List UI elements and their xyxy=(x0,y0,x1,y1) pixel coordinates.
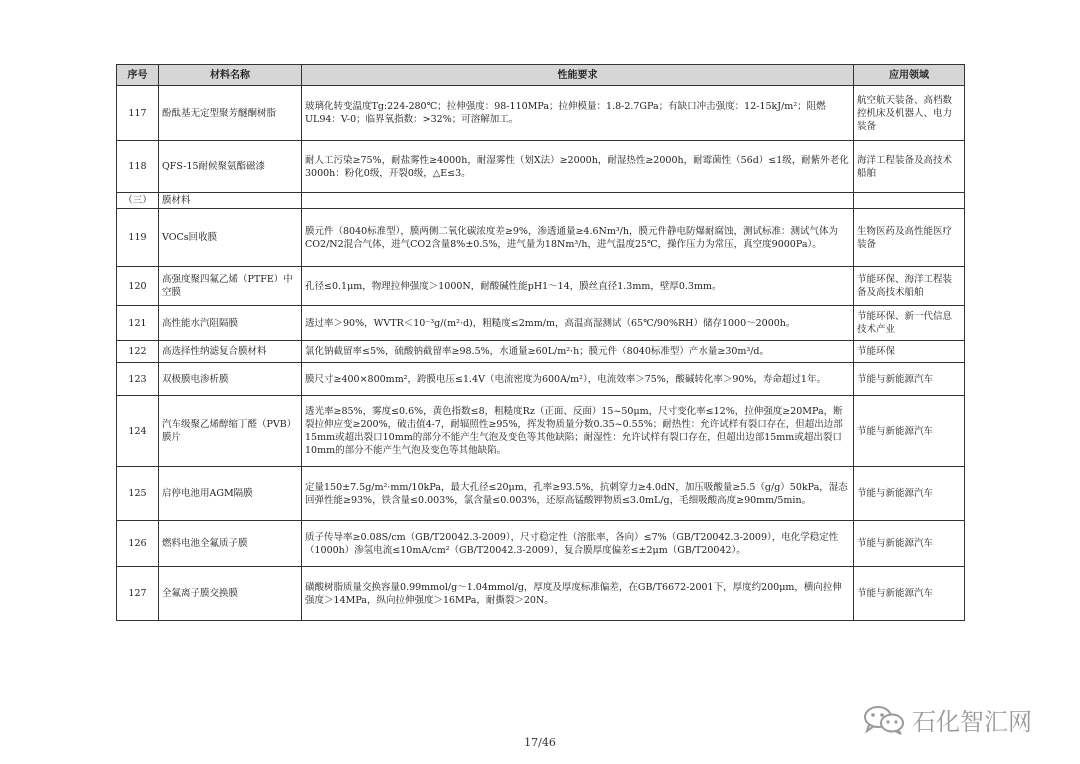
row-name: 双极膜电渗析膜 xyxy=(159,363,302,396)
row-no: 119 xyxy=(117,209,159,267)
section-empty xyxy=(854,193,965,209)
row-no: 122 xyxy=(117,341,159,363)
row-perf: 定量150±7.5g/m²·mm/10kPa，最大孔径≤20μm，孔率≥93.5%，抗刺穿力≥4.0dN，加压吸酸量≥5.5（g/g）50kPa，湿态回弹性能≥93%，铁含量≤0.003%，氯含量≤0.003%，还原高锰酸钾物质≤3.0mL/g，毛细吸酸高度≥90mm/5min。 xyxy=(302,467,854,521)
row-name: 酚酞基无定型聚芳醚酮树脂 xyxy=(159,86,302,141)
row-no: 126 xyxy=(117,521,159,567)
row-perf: 质子传导率≥0.08S/cm（GB/T20042.3-2009），尺寸稳定性（溶胀率，各向）≤7%（GB/T20042.3-2009），电化学稳定性（1000h）渗氢电流≤10mA/cm²（GB/T20042.3-2009），复合膜厚度偏差≤±2μm（GB/T20042）。 xyxy=(302,521,854,567)
row-name: VOCs回收膜 xyxy=(159,209,302,267)
page-number: 17/46 xyxy=(524,736,556,749)
row-app: 节能与新能源汽车 xyxy=(854,396,965,467)
row-no: 117 xyxy=(117,86,159,141)
row-app: 生物医药及高性能医疗装备 xyxy=(854,209,965,267)
table-row xyxy=(117,209,965,267)
header-name: 材料名称 xyxy=(159,65,302,86)
row-name: 高强度聚四氟乙烯（PTFE）中空膜 xyxy=(159,267,302,306)
row-perf: 透过率＞90%，WVTR＜10⁻³g/(m²·d)，粗糙度≤2mm/m，高温高湿测试（65℃/90%RH）储存1000～2000h。 xyxy=(302,306,854,341)
row-no: 123 xyxy=(117,363,159,396)
row-no: 127 xyxy=(117,567,159,621)
row-perf: 耐人工污染≥75%，耐盐雾性≥4000h，耐湿雾性（划X法）≥2000h，耐湿热性≥2000h，耐霉菌性（56d）≤1级，耐紫外老化3000h：粉化0级，开裂0级，△E≤3。 xyxy=(302,141,854,193)
row-name: 高性能水汽阻隔膜 xyxy=(159,306,302,341)
table-row xyxy=(117,306,965,341)
table-row xyxy=(117,567,965,621)
row-perf: 磺酸树脂质量交换容量0.99mmol/g～1.04mmol/g，厚度及厚度标准偏差，在GB/T6672-2001下，厚度约200μm，横向拉伸强度＞14MPa，纵向拉伸强度＞16MPa，耐撕裂＞20N。 xyxy=(302,567,854,621)
section-no: （三） xyxy=(117,193,159,209)
row-app: 节能环保、新一代信息技术产业 xyxy=(854,306,965,341)
row-app: 节能与新能源汽车 xyxy=(854,467,965,521)
watermark-text: 石化智汇网 xyxy=(912,708,1032,736)
row-app: 海洋工程装备及高技术船舶 xyxy=(854,141,965,193)
row-app: 节能环保、海洋工程装备及高技术船舶 xyxy=(854,267,965,306)
row-perf: 膜尺寸≥400×800mm²，跨膜电压≤1.4V（电流密度为600A/m²），电流效率＞75%，酸碱转化率＞90%，寿命超过1年。 xyxy=(302,363,854,396)
row-app: 航空航天装备、高档数控机床及机器人、电力装备 xyxy=(854,86,965,141)
table-row xyxy=(117,86,965,141)
materials-table xyxy=(116,64,965,621)
row-no: 118 xyxy=(117,141,159,193)
header-no: 序号 xyxy=(117,65,159,86)
row-app: 节能与新能源汽车 xyxy=(854,363,965,396)
row-no: 121 xyxy=(117,306,159,341)
table-row xyxy=(117,521,965,567)
section-name: 膜材料 xyxy=(159,193,302,209)
header-app: 应用领域 xyxy=(854,65,965,86)
section-empty xyxy=(302,193,854,209)
row-no: 120 xyxy=(117,267,159,306)
row-app: 节能与新能源汽车 xyxy=(854,567,965,621)
watermark xyxy=(862,702,1032,737)
table-row xyxy=(117,363,965,396)
table-row xyxy=(117,396,965,467)
row-app: 节能与新能源汽车 xyxy=(854,521,965,567)
wechat-icon xyxy=(862,705,906,735)
row-perf: 玻璃化转变温度Tg:224-280℃；拉伸强度：98-110MPa；拉伸模量：1.8-2.7GPa；有缺口冲击强度：12-15kJ/m²；阻燃UL94：V-0；临界氧指数：>32%；可溶解加工。 xyxy=(302,86,854,141)
row-perf: 孔径≤0.1μm，物理拉伸强度＞1000N，耐酸碱性能pH1～14，膜丝直径1.3mm，壁厚0.3mm。 xyxy=(302,267,854,306)
row-app: 节能环保 xyxy=(854,341,965,363)
row-name: 燃料电池全氟质子膜 xyxy=(159,521,302,567)
table-header-row xyxy=(117,65,965,86)
row-name: 全氟离子膜交换膜 xyxy=(159,567,302,621)
header-perf: 性能要求 xyxy=(302,65,854,86)
row-no: 125 xyxy=(117,467,159,521)
section-row xyxy=(117,193,965,209)
row-name: 高选择性纳滤复合膜材料 xyxy=(159,341,302,363)
table-row xyxy=(117,267,965,306)
row-perf: 氯化钠截留率≤5%，硫酸钠截留率≥98.5%，水通量≥60L/m²·h；膜元件（8040标准型）产水量≥30m³/d。 xyxy=(302,341,854,363)
row-name: 启停电池用AGM隔膜 xyxy=(159,467,302,521)
table-row xyxy=(117,467,965,521)
table-row xyxy=(117,141,965,193)
row-no: 124 xyxy=(117,396,159,467)
row-name: QFS-15耐候聚氨酯磁漆 xyxy=(159,141,302,193)
row-perf: 透光率≥85%，雾度≤0.6%，黄色指数≤8，粗糙度Rz（正面、反面）15~50μm，尺寸变化率≤12%，拉伸强度≥20MPa，断裂拉伸应变≥200%，破击值4-7，耐辐照性≥95%，挥发物质量分数0.35~0.55%；耐热性：允许试样有裂口存在，但超出边部15mm或超出裂口10mm的部分不能产生气泡及变色等其他缺陷；耐湿性：允许试样有裂口存在，但超出边部15mm或超出裂口10mm的部分不能产生气泡及变色等其他缺陷。 xyxy=(302,396,854,467)
row-perf: 膜元件（8040标准型），膜两侧二氧化碳浓度差≥9%，渗透通量≥4.6Nm³/h，膜元件静电防爆耐腐蚀，测试标准：测试气体为CO2/N2混合气体，进气CO2含量8%±0.5%，进气量为18Nm³/h，进气温度25℃，操作压力为常压，真空度9000Pa）。 xyxy=(302,209,854,267)
row-name: 汽车级聚乙烯醇缩丁醛（PVB）膜片 xyxy=(159,396,302,467)
table-row xyxy=(117,341,965,363)
